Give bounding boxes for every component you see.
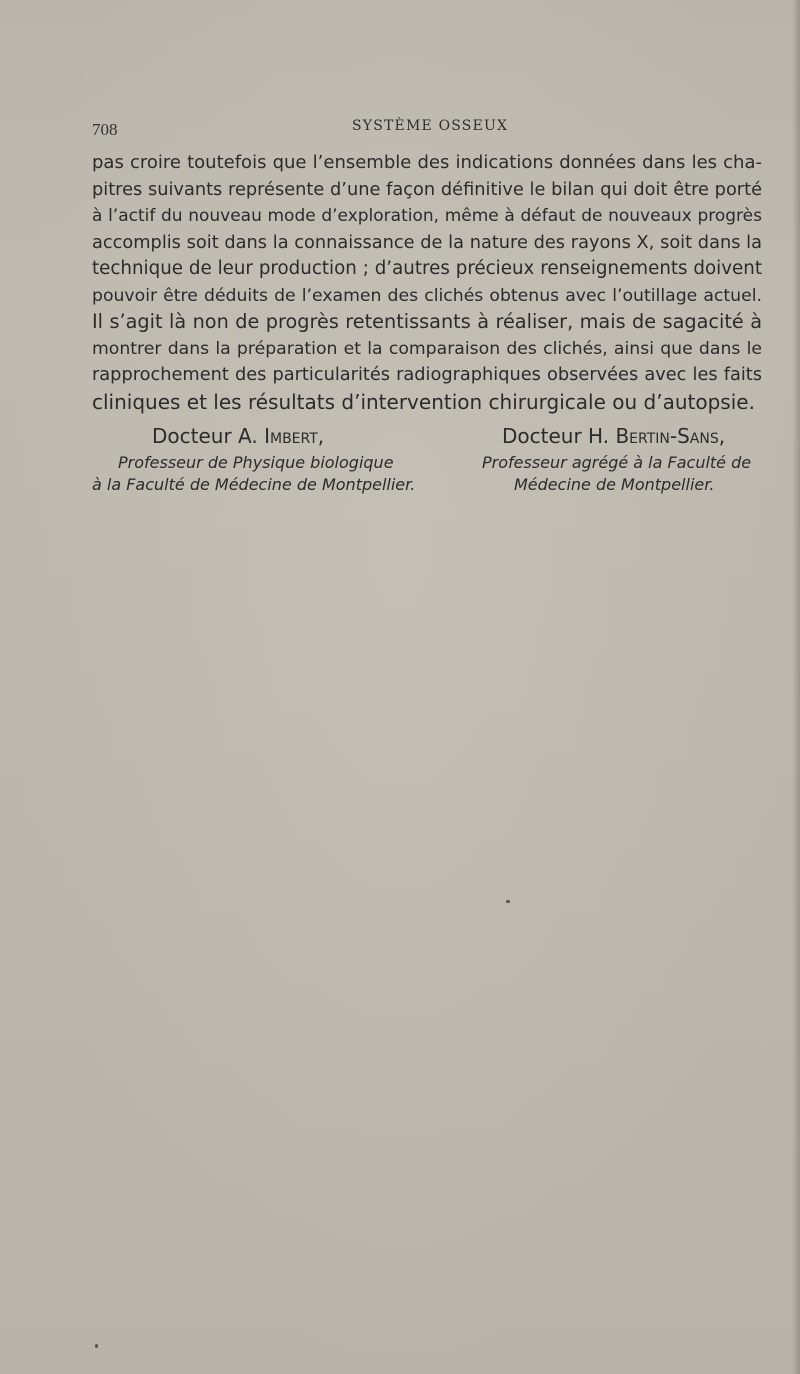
signature-affiliation: Médecine de Montpellier. [514, 475, 715, 494]
signature-role: Professeur de Physique biologique [118, 453, 394, 472]
text-line: à l’actif du nouveau mode d’exploration, même à défaut de nouveaux progrès [92, 206, 762, 226]
running-title: SYSTÈME OSSEUX [352, 118, 509, 134]
signature-title: Docteur H. [502, 424, 616, 448]
signature-name [92, 424, 422, 448]
text-line: Il s’agit là non de progrès retentissants à réaliser, mais de sagacité à [92, 310, 762, 333]
text-line: pouvoir être déduits de l’examen des clichés obtenus avec l’outillage actuel. [92, 285, 762, 306]
page-edge-shadow [792, 0, 800, 1374]
text-line: cliniques et les résultats d’intervention chirurgicale ou d’autopsie. [92, 389, 755, 414]
paper-speck [95, 1344, 98, 1348]
signature-right [470, 424, 770, 496]
body-paragraph [92, 150, 762, 415]
signature-role: Professeur agrégé à la Faculté de [482, 453, 752, 472]
signature-name [470, 424, 770, 448]
signature-left [92, 424, 422, 496]
page-number: 708 [92, 120, 118, 139]
signature-title: Docteur A. [152, 424, 265, 448]
text-line: pitres suivants représente d’une façon définitive le bilan qui doit être porté [92, 179, 762, 200]
text-line: accomplis soit dans la connaissance de la nature des rayons X, soit dans la [92, 232, 762, 253]
text-line: rapprochement des particularités radiographiques observées avec les faits [92, 365, 762, 385]
signature-affiliation: à la Faculté de Médecine de Montpellier. [92, 475, 416, 494]
signature-surname: Imbert, [264, 424, 325, 448]
text-line: technique de leur production ; d’autres précieux renseignements doivent [92, 258, 762, 279]
paper-speck [506, 900, 510, 903]
text-line: montrer dans la préparation et la comparaison des clichés, ainsi que dans le [92, 338, 762, 359]
signature-surname: Bertin-Sans, [615, 424, 726, 448]
page-header [92, 118, 760, 142]
text-line: pas croire toutefois que l’ensemble des indications données dans les cha- [92, 152, 762, 173]
